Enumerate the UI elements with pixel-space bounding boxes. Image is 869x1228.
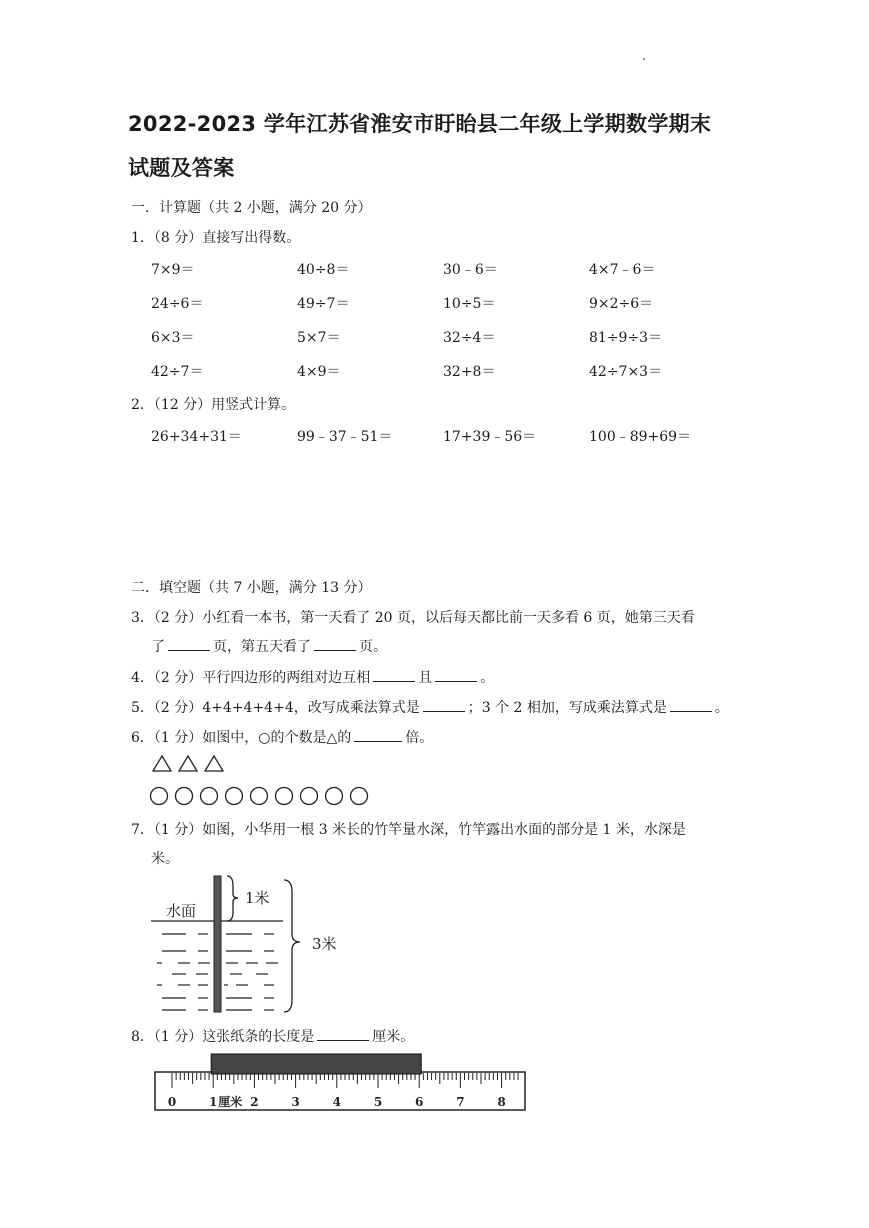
q1-item: 32÷4＝ (443, 330, 496, 346)
q6-text-2: 倍。 (405, 730, 434, 746)
q1-item: 32+8＝ (443, 364, 496, 380)
q1-item: 5×7＝ (297, 330, 341, 346)
q8-text-2: 厘米。 (372, 1029, 415, 1045)
q1-prompt: 1．（8 分）直接写出得数。 (131, 230, 301, 246)
circle-row (151, 788, 368, 805)
q1-item: 42÷7×3＝ (589, 364, 663, 380)
answer-blank[interactable] (373, 667, 415, 682)
ruler-label: 7 (456, 1095, 465, 1109)
answer-blank[interactable] (354, 727, 402, 742)
q2-item: 26+34+31＝ (151, 429, 242, 445)
q3-text-1: 了 (151, 639, 165, 655)
circle-shape (326, 788, 343, 805)
q8-text-1: 8．（1 分）这张纸条的长度是 (131, 1029, 315, 1045)
q1-item: 40÷8＝ (297, 262, 350, 278)
answer-blank[interactable] (168, 636, 210, 651)
q1-item: 7×9＝ (151, 262, 195, 278)
q1-item: 10÷5＝ (443, 296, 496, 312)
q4-text-3: 。 (480, 670, 495, 686)
water-surface-label: 水面 (166, 902, 197, 920)
q5-text-1: 5．（2 分）4+4+4+4+4，改写成乘法算式是 (131, 700, 420, 716)
circle-shape (351, 788, 368, 805)
q8-line (131, 1026, 414, 1046)
ruler-label: 1 (209, 1095, 218, 1109)
q4-text-2: 且 (418, 670, 433, 686)
doc-title-line1: 2022-2023 学年江苏省淮安市盱眙县二年级上学期数学期末 (128, 112, 712, 136)
q4-line (131, 667, 494, 687)
answer-blank[interactable] (317, 1026, 369, 1041)
q1-item: 24÷6＝ (151, 296, 204, 312)
q1-item: 30﹣6＝ (443, 262, 498, 278)
circle-shape (251, 788, 268, 805)
circle-shape (176, 788, 193, 805)
circle-shape (201, 788, 218, 805)
ruler-unit-label: 厘米 (218, 1095, 243, 1109)
q5-text-2: ；3 个 2 相加，写成乘法算式是 (467, 700, 667, 716)
section2-header: 二．填空题（共 7 小题，满分 13 分） (131, 580, 372, 596)
ruler-label: 6 (415, 1095, 424, 1109)
q6-text-1: 6．（1 分）如图中，○的个数是△的 (131, 730, 352, 746)
q3-line2 (151, 636, 387, 656)
q3-text-3: 页。 (359, 639, 387, 655)
answer-blank[interactable] (423, 697, 465, 712)
circle-shape (226, 788, 243, 805)
ruler-label: 5 (373, 1095, 383, 1109)
q2-prompt: 2．（12 分）用竖式计算。 (131, 397, 296, 413)
q1-item: 9×2÷6＝ (589, 296, 654, 312)
q7-line1: 7．（1 分）如图，小华用一根 3 米长的竹竿量水深，竹竿露出水面的部分是 1 米，水深是 (131, 822, 686, 838)
q1-item: 81÷9÷3＝ (589, 330, 663, 346)
q5-line (131, 697, 729, 717)
q6-line (131, 727, 433, 747)
answer-blank[interactable] (314, 636, 356, 651)
ruler-figure (150, 1050, 530, 1116)
q2-item: 17+39﹣56＝ (443, 429, 537, 445)
answer-blank[interactable] (435, 667, 477, 682)
triangle-shape (205, 756, 223, 771)
triangle-row (153, 756, 223, 771)
ruler-label: 3 (291, 1095, 300, 1109)
q1-item: 6×3＝ (151, 330, 195, 346)
doc-title-line2: 试题及答案 (128, 156, 235, 180)
q1-item: 42÷7＝ (151, 364, 204, 380)
ruler-label: 8 (497, 1095, 506, 1109)
ruler-label: 0 (167, 1095, 177, 1109)
triangle-shape (153, 756, 171, 771)
ruler-label: 4 (332, 1095, 341, 1109)
q5-text-3: 。 (714, 700, 729, 716)
total-length-label: 3米 (312, 935, 337, 953)
q1-item: 4×9＝ (297, 364, 341, 380)
water-depth-figure (148, 872, 348, 1017)
q4-text-1: 4．（2 分）平行四边形的两组对边互相 (131, 670, 371, 686)
total-brace (284, 880, 300, 1012)
top-brace (227, 876, 238, 921)
q3-text-2: 页，第五天看了 (213, 639, 311, 655)
bamboo-pole (214, 876, 221, 1012)
q2-item: 100﹣89+69＝ (589, 429, 692, 445)
q6-figure (148, 752, 388, 812)
answer-blank[interactable] (670, 697, 712, 712)
circle-shape (151, 788, 168, 805)
page-dot (643, 58, 645, 60)
ruler-label: 2 (250, 1095, 259, 1109)
triangle-shape (179, 756, 197, 771)
q3-line1: 3．（2 分）小红看一本书，第一天看了 20 页，以后每天都比前一天多看 6 页，她第三天看 (131, 610, 695, 626)
circle-shape (301, 788, 318, 805)
q2-item: 99﹣37﹣51＝ (297, 429, 393, 445)
section1-header: 一．计算题（共 2 小题，满分 20 分） (131, 200, 372, 216)
q1-item: 4×7﹣6＝ (589, 262, 656, 278)
circle-shape (276, 788, 293, 805)
q1-item: 49÷7＝ (297, 296, 350, 312)
q7-line2: 米。 (151, 851, 179, 867)
top-length-label: 1米 (245, 889, 270, 907)
paper-strip (211, 1054, 421, 1074)
